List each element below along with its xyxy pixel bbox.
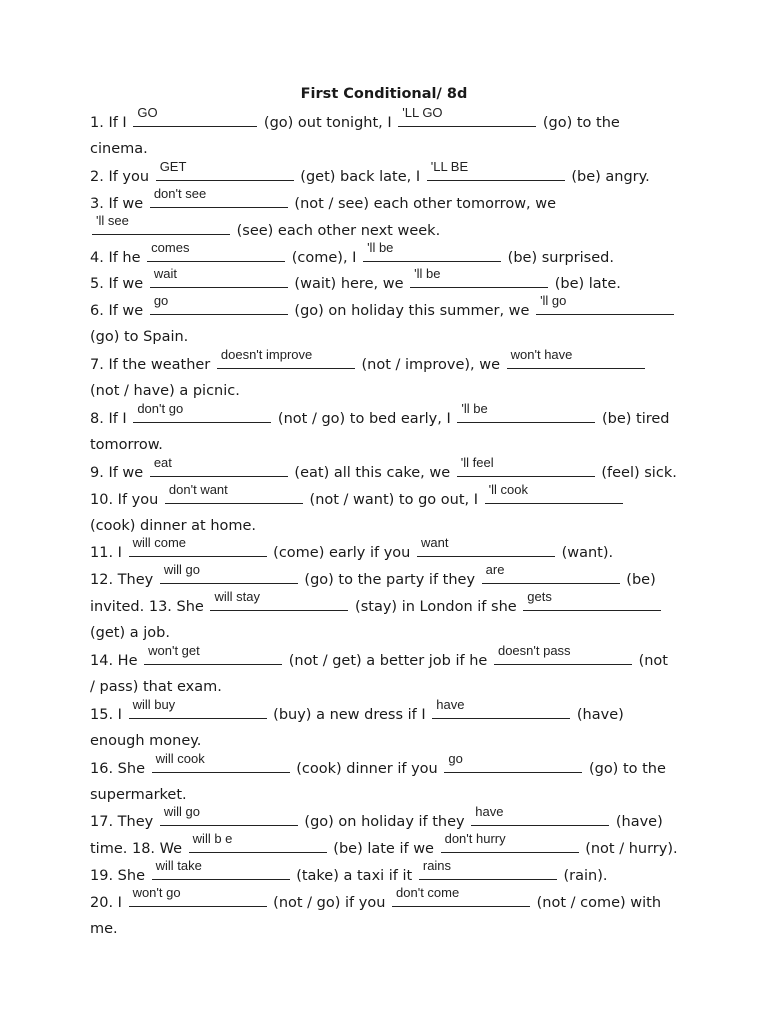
worksheet-line <box>90 347 680 374</box>
sentence-text: (not / have) a picnic. <box>90 383 240 399</box>
sentence-text: invited. 13. She <box>90 599 209 616</box>
answer-blank[interactable] <box>494 643 632 665</box>
answer-blank[interactable] <box>150 266 288 288</box>
worksheet-line <box>90 562 680 589</box>
sentence-text: (be) angry. <box>566 168 650 185</box>
answer-blank[interactable] <box>392 885 530 907</box>
answer-blank[interactable] <box>133 105 257 127</box>
sentence-text: 9. If we <box>90 464 148 481</box>
sentence-text: (feel) sick. <box>596 464 677 481</box>
sentence-text: (cook) dinner if you <box>291 760 443 777</box>
sentence-text: (go) on holiday if they <box>299 814 470 831</box>
handwritten-answer: don't see <box>153 185 207 201</box>
sentence-text: 11. I <box>90 545 127 562</box>
worksheet-line <box>90 185 680 213</box>
handwritten-answer: will take <box>155 858 202 874</box>
answer-blank[interactable] <box>152 858 290 880</box>
answer-blank[interactable] <box>432 696 570 719</box>
answer-blank[interactable] <box>165 481 303 504</box>
sentence-text: (not / want) to go out, I <box>304 491 483 508</box>
handwritten-answer: gets <box>527 589 552 605</box>
sentence-text: (go) on holiday this summer, we <box>289 303 535 320</box>
answer-blank[interactable] <box>217 347 355 369</box>
worksheet-line <box>90 266 680 293</box>
answer-blank[interactable] <box>210 589 348 611</box>
sentence-text: (be) surprised. <box>503 249 614 266</box>
handwritten-answer: doesn't pass <box>497 643 571 658</box>
handwritten-answer: will come <box>132 535 187 551</box>
worksheet-line <box>90 481 680 509</box>
handwritten-answer: eat <box>153 454 172 470</box>
answer-blank[interactable] <box>410 266 548 288</box>
answer-blank[interactable] <box>419 858 557 880</box>
sentence-text: (see) each other next week. <box>232 222 441 239</box>
sentence-text: 7. If the weather <box>90 357 215 374</box>
sentence-text: (have) <box>611 814 663 831</box>
sentence-text: (not / go) to bed early, I <box>273 410 456 427</box>
sentence-text: (have) <box>572 706 624 723</box>
sentence-text: (go) to the <box>584 760 666 777</box>
sentence-text: (eat) all this cake, we <box>289 464 455 481</box>
sentence-text: 20. I <box>90 895 127 912</box>
answer-blank[interactable] <box>471 804 609 826</box>
handwritten-answer: will b e <box>192 831 233 847</box>
answer-blank[interactable] <box>144 643 282 665</box>
sentence-text: time. 18. We <box>90 841 187 858</box>
worksheet-line <box>90 750 680 778</box>
sentence-text: 15. I <box>90 706 127 723</box>
handwritten-answer: 'LL GO <box>402 105 443 120</box>
worksheet-line <box>90 293 680 320</box>
sentence-text: (be) late. <box>550 276 621 293</box>
answer-blank[interactable] <box>536 293 674 315</box>
sentence-text: 5. If we <box>90 276 148 293</box>
handwritten-answer: 'll feel <box>460 454 494 470</box>
sentence-text: 2. If you <box>90 168 154 185</box>
worksheet-title: First Conditional/ 8d <box>300 86 468 102</box>
answer-blank[interactable] <box>482 562 620 584</box>
sentence-text: (want). <box>556 545 614 562</box>
sentence-text: (go) to Spain. <box>90 329 189 346</box>
sentence-text: supermarket. <box>90 786 187 803</box>
answer-blank[interactable] <box>427 158 565 181</box>
handwritten-answer: doesn't improve <box>220 347 313 363</box>
handwritten-answer: are <box>485 562 505 578</box>
sentence-text: (be) tired <box>597 410 670 427</box>
sentence-text: (not / go) if you <box>268 895 391 912</box>
answer-blank[interactable] <box>147 239 285 262</box>
sentence-text: 8. If I <box>90 410 132 427</box>
answer-blank[interactable] <box>457 400 595 423</box>
sentence-text: (not / see) each other tomorrow, we <box>289 195 557 212</box>
answer-blank[interactable] <box>133 400 271 423</box>
worksheet-line <box>90 400 680 428</box>
answer-blank[interactable] <box>417 535 555 557</box>
handwritten-answer: 'll be <box>461 400 488 416</box>
worksheet-line <box>90 643 680 670</box>
sentence-text: 10. If you <box>90 491 163 508</box>
sentence-text: (rain). <box>558 868 608 885</box>
handwritten-answer: won't have <box>510 347 573 363</box>
sentence-text: 6. If we <box>90 303 148 320</box>
worksheet-line <box>90 885 680 912</box>
answer-blank[interactable] <box>507 347 645 369</box>
sentence-text: (be) late if we <box>328 841 439 858</box>
handwritten-answer: GET <box>159 158 187 174</box>
worksheet-line <box>90 239 680 267</box>
sentence-text: tomorrow. <box>90 436 163 453</box>
handwritten-answer: don't want <box>168 481 228 497</box>
handwritten-answer: don't go <box>137 400 184 416</box>
sentence-text: (buy) a new dress if I <box>268 706 431 723</box>
sentence-text: (go) out tonight, I <box>259 115 397 131</box>
handwritten-answer: don't hurry <box>444 831 506 847</box>
sentence-text: (stay) in London if she <box>350 599 522 616</box>
handwritten-answer: won't get <box>148 643 200 658</box>
sentence-text: (wait) here, we <box>289 276 409 293</box>
handwritten-answer: go <box>153 293 169 309</box>
sentence-text: 17. They <box>90 814 158 831</box>
answer-blank[interactable] <box>150 293 288 315</box>
handwritten-answer: 'll go <box>540 293 567 309</box>
sentence-text: (be) <box>621 572 656 589</box>
answer-blank[interactable] <box>485 481 623 504</box>
answer-blank[interactable] <box>441 831 579 853</box>
handwritten-answer: want <box>420 535 449 551</box>
sentence-text: / pass) that exam. <box>90 678 222 695</box>
worksheet-line <box>90 677 680 697</box>
sentence-text: 4. If he <box>90 249 146 266</box>
answer-blank[interactable] <box>363 239 501 262</box>
worksheet-line <box>90 696 680 724</box>
sentence-text: (take) a taxi if it <box>291 868 417 885</box>
sentence-text: 19. She <box>90 868 150 885</box>
answer-blank[interactable] <box>129 696 267 719</box>
sentence-text: (come) early if you <box>268 545 415 562</box>
answer-blank[interactable] <box>150 454 288 477</box>
handwritten-answer: will go <box>163 562 200 578</box>
handwritten-answer: comes <box>151 239 190 255</box>
handwritten-answer: 'll be <box>414 266 441 282</box>
sentence-text: 12. They <box>90 572 158 589</box>
answer-blank[interactable] <box>444 750 582 773</box>
sentence-text: 3. If we <box>90 195 148 212</box>
answer-blank[interactable] <box>457 454 595 477</box>
answer-blank[interactable] <box>92 212 230 235</box>
sentence-text: (go) to the <box>538 115 620 131</box>
sentence-text: (not / get) a better job if he <box>284 653 492 669</box>
sentence-text: (get) back late, I <box>295 168 425 185</box>
handwritten-answer: will buy <box>132 696 176 712</box>
sentence-text: me. <box>90 921 118 937</box>
answer-blank[interactable] <box>398 105 536 127</box>
worksheet-line <box>90 589 680 616</box>
handwritten-answer: 'll cook <box>488 481 528 497</box>
worksheet-line <box>90 105 680 132</box>
answer-blank[interactable] <box>189 831 327 853</box>
answer-blank[interactable] <box>150 185 288 208</box>
answer-blank[interactable] <box>523 589 661 611</box>
handwritten-answer: go <box>448 750 463 766</box>
worksheet-line <box>90 804 680 831</box>
sentence-text: (cook) dinner at home. <box>90 517 257 534</box>
handwritten-answer: will cook <box>155 750 205 766</box>
handwritten-answer: 'll see <box>96 212 129 228</box>
handwritten-answer: 'll be <box>367 239 394 255</box>
worksheet-line <box>90 327 680 347</box>
handwritten-answer: have <box>436 696 465 712</box>
handwritten-answer: will go <box>163 804 200 820</box>
worksheet-line <box>90 919 680 939</box>
sentence-text: 1. If I <box>90 115 132 131</box>
answer-blank[interactable] <box>129 535 267 557</box>
handwritten-answer: 'LL BE <box>430 158 469 174</box>
sentence-text: (come), I <box>287 249 362 266</box>
answer-blank[interactable] <box>152 750 290 773</box>
handwritten-answer: have <box>475 804 504 820</box>
sentence-text: (go) to the party if they <box>299 572 480 589</box>
handwritten-answer: don't come <box>396 885 460 901</box>
worksheet-line <box>90 435 680 455</box>
sentence-text: (not / hurry). <box>580 841 678 858</box>
sentence-text: 14. He <box>90 653 143 669</box>
handwritten-answer: wait <box>153 266 177 282</box>
sentence-text: (not / come) with <box>532 895 662 912</box>
handwritten-answer: won't go <box>132 885 181 901</box>
answer-blank[interactable] <box>129 885 267 907</box>
handwritten-answer: will stay <box>214 589 260 605</box>
handwritten-answer: GO <box>137 105 158 120</box>
answer-blank[interactable] <box>160 804 298 826</box>
sentence-text: enough money. <box>90 732 202 749</box>
answer-blank[interactable] <box>160 562 298 584</box>
sentence-text: (not <box>633 653 668 669</box>
sentence-text: 16. She <box>90 760 150 777</box>
sentence-text: (not / improve), we <box>356 357 505 374</box>
handwritten-answer: rains <box>422 858 452 874</box>
sentence-text: cinema. <box>90 140 148 157</box>
sentence-text: (get) a job. <box>90 625 170 642</box>
answer-blank[interactable] <box>156 158 294 181</box>
